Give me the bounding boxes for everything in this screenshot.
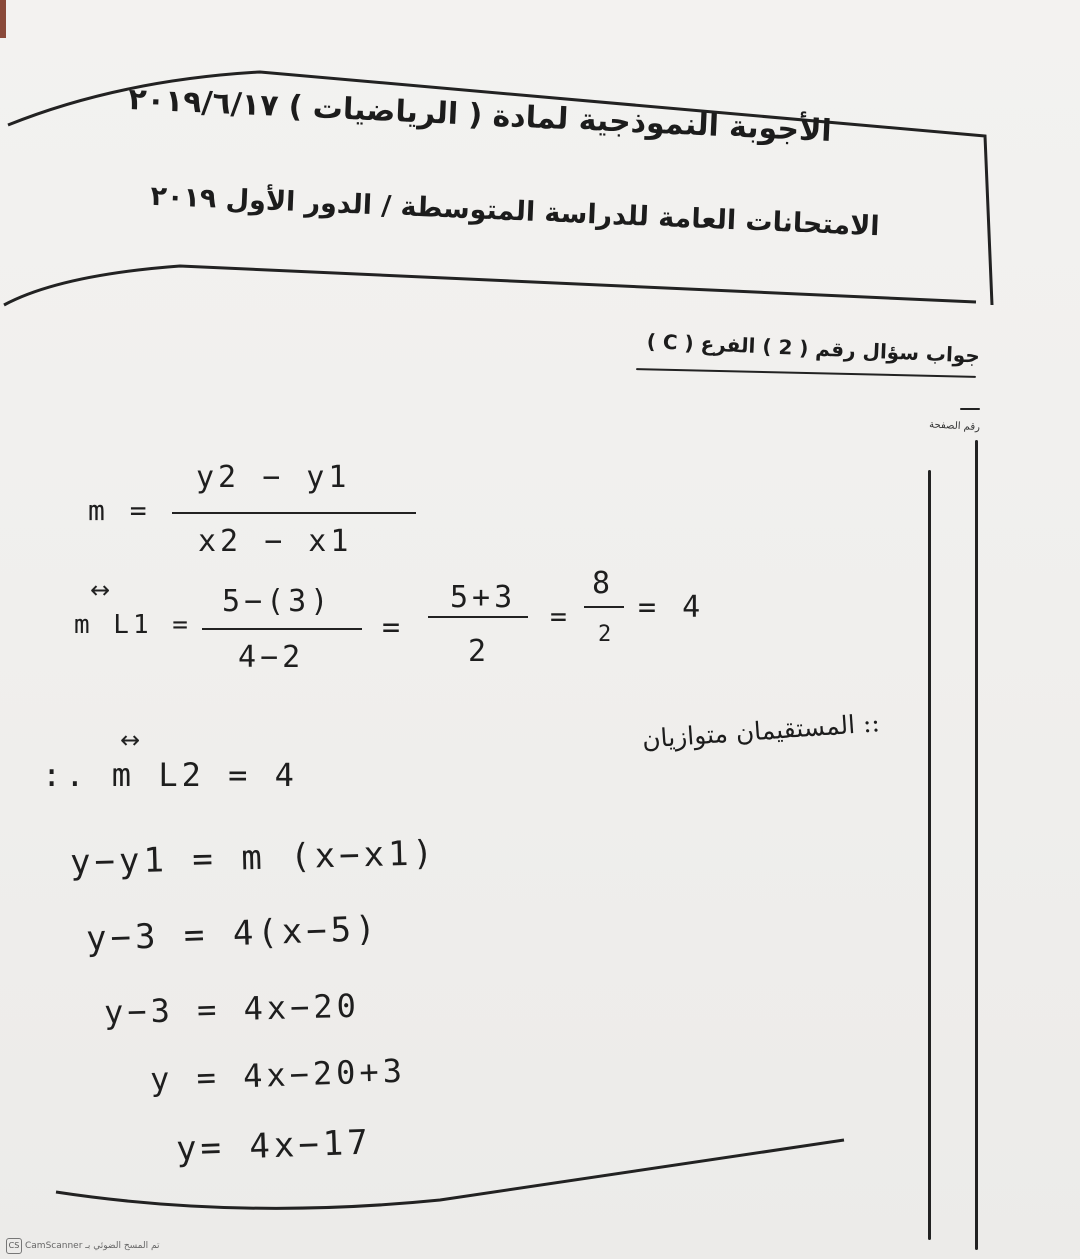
exam-session-line: الامتحانات العامة للدراسة المتوسطة / الدور الأول ٢٠١٩ bbox=[149, 180, 881, 243]
answer-heading: جواب سؤال رقم ( 2 ) الفرع ( C ) bbox=[646, 329, 981, 368]
slope-l1-lhs: m L1 = bbox=[74, 610, 192, 640]
slope-l1-two: 2 bbox=[598, 622, 616, 647]
header-title: الأجوبة النموذجية لمادة ( الرياضيات ) ٢٠١٩/٦/١٧ bbox=[127, 82, 833, 149]
page-number-label: رقم الصفحة bbox=[928, 419, 981, 434]
expansion-step: y−3 = 4x−20 bbox=[103, 986, 361, 1032]
slope-l1-sum-fraction-bar bbox=[428, 616, 528, 618]
page-number-divider bbox=[960, 408, 980, 410]
slope-l2-statement: :. m L2 = 4 bbox=[42, 756, 298, 794]
slope-l1-equals-1: = bbox=[382, 610, 405, 645]
scanner-watermark bbox=[6, 1238, 159, 1254]
scanner-watermark-text: CamScanner تم المسح الضوئي بـ bbox=[25, 1241, 160, 1251]
slope-l1-sum-numerator: 5+3 bbox=[450, 580, 517, 615]
slope-l1-eight: 8 bbox=[592, 566, 615, 601]
slope-formula-denominator: x2 − x1 bbox=[198, 524, 353, 559]
substitution-step: y−3 = 4(x−5) bbox=[85, 908, 381, 960]
final-equation: y= 4x−17 bbox=[175, 1122, 373, 1170]
slope-formula-numerator: y2 − y1 bbox=[196, 460, 351, 495]
slope-l1-eight-fraction-bar bbox=[584, 606, 624, 608]
slope-formula-fraction-bar bbox=[172, 512, 416, 514]
line-arrow-icon: ↔ bbox=[120, 726, 141, 754]
slope-l1-equals-2: = bbox=[550, 600, 571, 633]
point-slope-formula: y−y1 = m (x−x1) bbox=[69, 833, 438, 883]
header-border bbox=[0, 0, 1080, 320]
bottom-rule bbox=[0, 1120, 1080, 1240]
slope-formula-lhs: m = bbox=[88, 494, 151, 527]
answer-heading-underline bbox=[636, 368, 976, 378]
slope-l1-numerator: 5−(3) bbox=[222, 584, 333, 619]
slope-l1-result: = 4 bbox=[638, 590, 705, 625]
slope-l1-sum-denominator: 2 bbox=[468, 634, 491, 669]
slope-l1-denominator: 4−2 bbox=[238, 640, 305, 675]
parallel-lines-note: :: المستقيمان متوازيان bbox=[641, 708, 881, 754]
line-arrow-icon: ↔ bbox=[90, 576, 111, 604]
isolate-y-step: y = 4x−20+3 bbox=[149, 1051, 407, 1099]
slope-l1-fraction-bar bbox=[202, 628, 362, 630]
camscanner-logo-icon: CS bbox=[6, 1238, 22, 1254]
